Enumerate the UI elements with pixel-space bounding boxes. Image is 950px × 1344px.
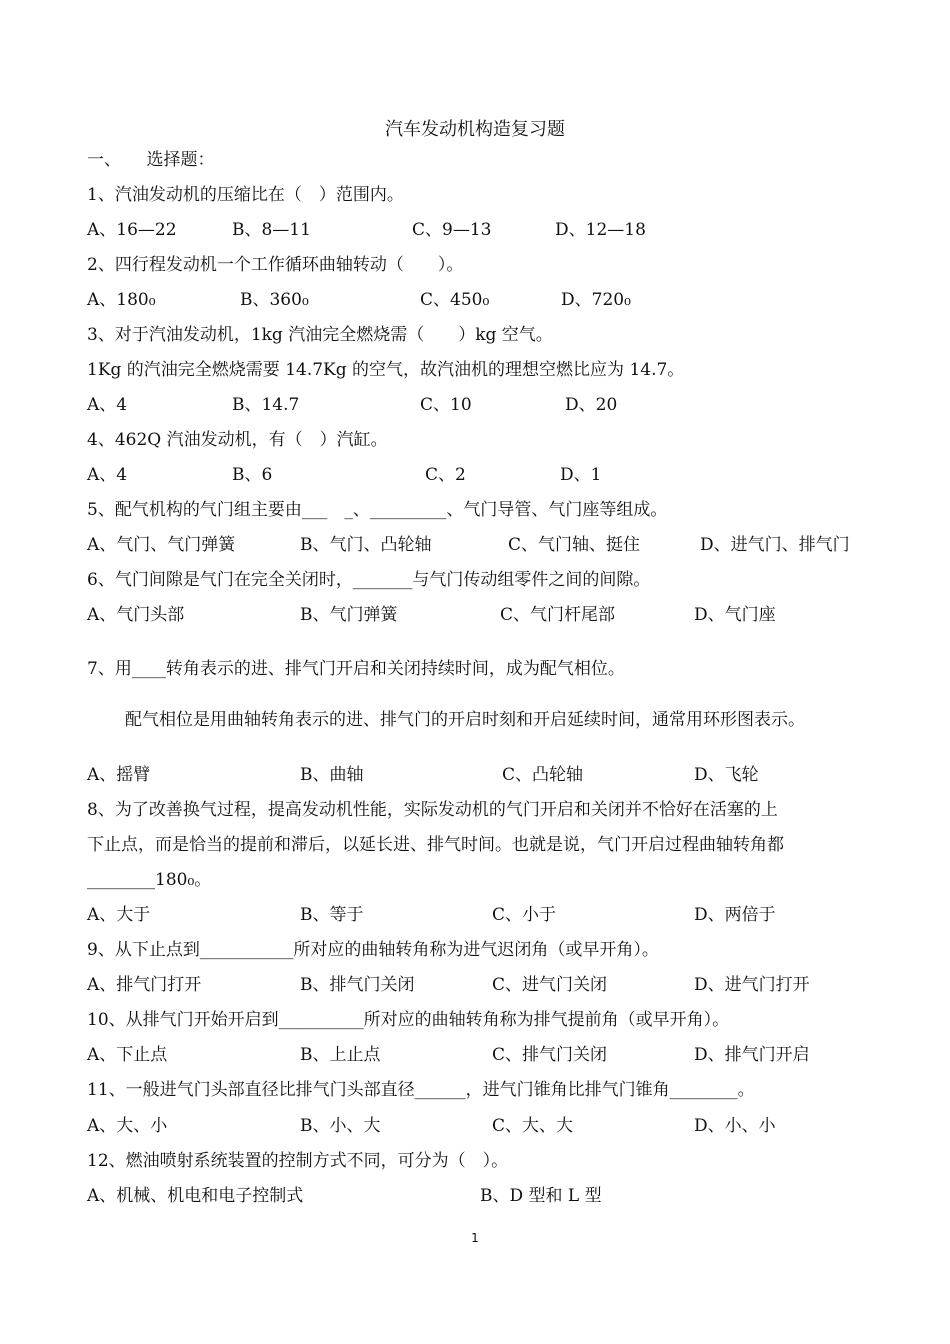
q6-option-b: B、气门弹簧 [300,605,398,625]
q4-option-d: D、1 [560,465,602,485]
question-8-line-2: 下止点，而是恰当的提前和滞后，以延长进、排气时间。也就是说，气门开启过程曲轴转角都 [87,835,784,855]
q3-option-b: B、14.7 [232,395,300,415]
q2-option-c: C、450₀ [420,290,490,310]
q5-option-d: D、进气门、排气门 [700,535,850,555]
q7-option-a: A、摇臂 [87,765,151,785]
q10-option-a: A、下止点 [87,1045,168,1065]
q10-option-b: B、上止点 [300,1045,381,1065]
question-4: 4、462Q 汽油发动机，有（ ）汽缸。 [87,430,388,450]
q2-option-d: D、720₀ [561,290,631,310]
section-heading: 一、 选择题： [87,150,215,170]
q5-option-a: A、气门、气门弹簧 [87,535,236,555]
q3-option-a: A、4 [87,395,128,415]
q5-option-c: C、气门轴、挺住 [508,535,641,555]
q6-option-c: C、气门杆尾部 [500,605,616,625]
q9-option-b: B、排气门关闭 [300,975,415,995]
question-9: 9、从下止点到___________所对应的曲轴转角称为进气迟闭角（或早开角）。 [87,940,659,960]
question-3: 3、对于汽油发动机，1kg 汽油完全燃烧需（ ）kg 空气。 [87,325,553,345]
q8-option-a: A、大于 [87,905,151,925]
q4-option-b: B、6 [232,465,273,485]
question-8-line-1: 8、为了改善换气过程，提高发动机性能，实际发动机的气门开启和关闭并不恰好在活塞的上 [87,800,778,820]
q12-option-b: B、D 型和 L 型 [480,1186,602,1206]
question-10: 10、从排气门开始开启到__________所对应的曲轴转角称为排气提前角（或早开角）。 [87,1010,730,1030]
question-8-line-3: ________180₀。 [87,870,212,890]
q11-option-b: B、小、大 [300,1116,381,1136]
q10-option-d: D、排气门开启 [694,1045,810,1065]
q2-option-b: B、360₀ [240,290,309,310]
question-1: 1、汽油发动机的压缩比在（ ）范围内。 [87,185,404,205]
q8-option-b: B、等于 [300,905,364,925]
q9-option-a: A、排气门打开 [87,975,202,995]
question-3-note: 1Kg 的汽油完全燃烧需要 14.7Kg 的空气，故汽油机的理想空燃比应为 14.7。 [87,360,685,380]
q1-option-a: A、16—22 [87,220,177,240]
page-number: 1 [471,1231,479,1245]
q10-option-c: C、排气门关闭 [492,1045,608,1065]
question-12: 12、燃油喷射系统装置的控制方式不同，可分为（ ）。 [87,1151,509,1171]
question-2: 2、四行程发动机一个工作循环曲轴转动（ ）。 [87,255,464,275]
q7-option-b: B、曲轴 [300,765,364,785]
q12-option-a: A、机械、机电和电子控制式 [87,1186,304,1206]
q11-option-a: A、大、小 [87,1116,168,1136]
q3-option-c: C、10 [420,395,472,415]
q5-option-b: B、气门、凸轮轴 [300,535,432,555]
q1-option-b: B、8—11 [232,220,311,240]
q2-option-a: A、180₀ [87,290,156,310]
q7-option-d: D、飞轮 [694,765,759,785]
question-11: 11、一般进气门头部直径比排气门头部直径______，进气门锥角比排气门锥角________。 [87,1080,755,1100]
q9-option-c: C、进气门关闭 [492,975,608,995]
question-7: 7、用____转角表示的进、排气门开启和关闭持续时间，成为配气相位。 [87,659,625,679]
q11-option-c: C、大、大 [492,1116,574,1136]
q3-option-d: D、20 [565,395,618,415]
q8-option-c: C、小于 [492,905,557,925]
question-5: 5、配气机构的气门组主要由___ _、_________、气门导管、气门座等组成。 [87,500,668,520]
q6-option-d: D、气门座 [694,605,776,625]
question-7-note: 配气相位是用曲轴转角表示的进、排气门的开启时刻和开启延续时间，通常用环形图表示。 [125,710,805,730]
q1-option-d: D、12—18 [555,220,646,240]
q8-option-d: D、两倍于 [694,905,776,925]
q6-option-a: A、气门头部 [87,605,185,625]
q9-option-d: D、进气门打开 [694,975,810,995]
q1-option-c: C、9—13 [412,220,492,240]
q7-option-c: C、凸轮轴 [502,765,584,785]
q11-option-d: D、小、小 [694,1116,776,1136]
q4-option-a: A、4 [87,465,128,485]
document-title: 汽车发动机构造复习题 [385,119,565,140]
question-6: 6、气门间隙是气门在完全关闭时，_______与气门传动组零件之间的间隙。 [87,570,651,590]
q4-option-c: C、2 [425,465,466,485]
